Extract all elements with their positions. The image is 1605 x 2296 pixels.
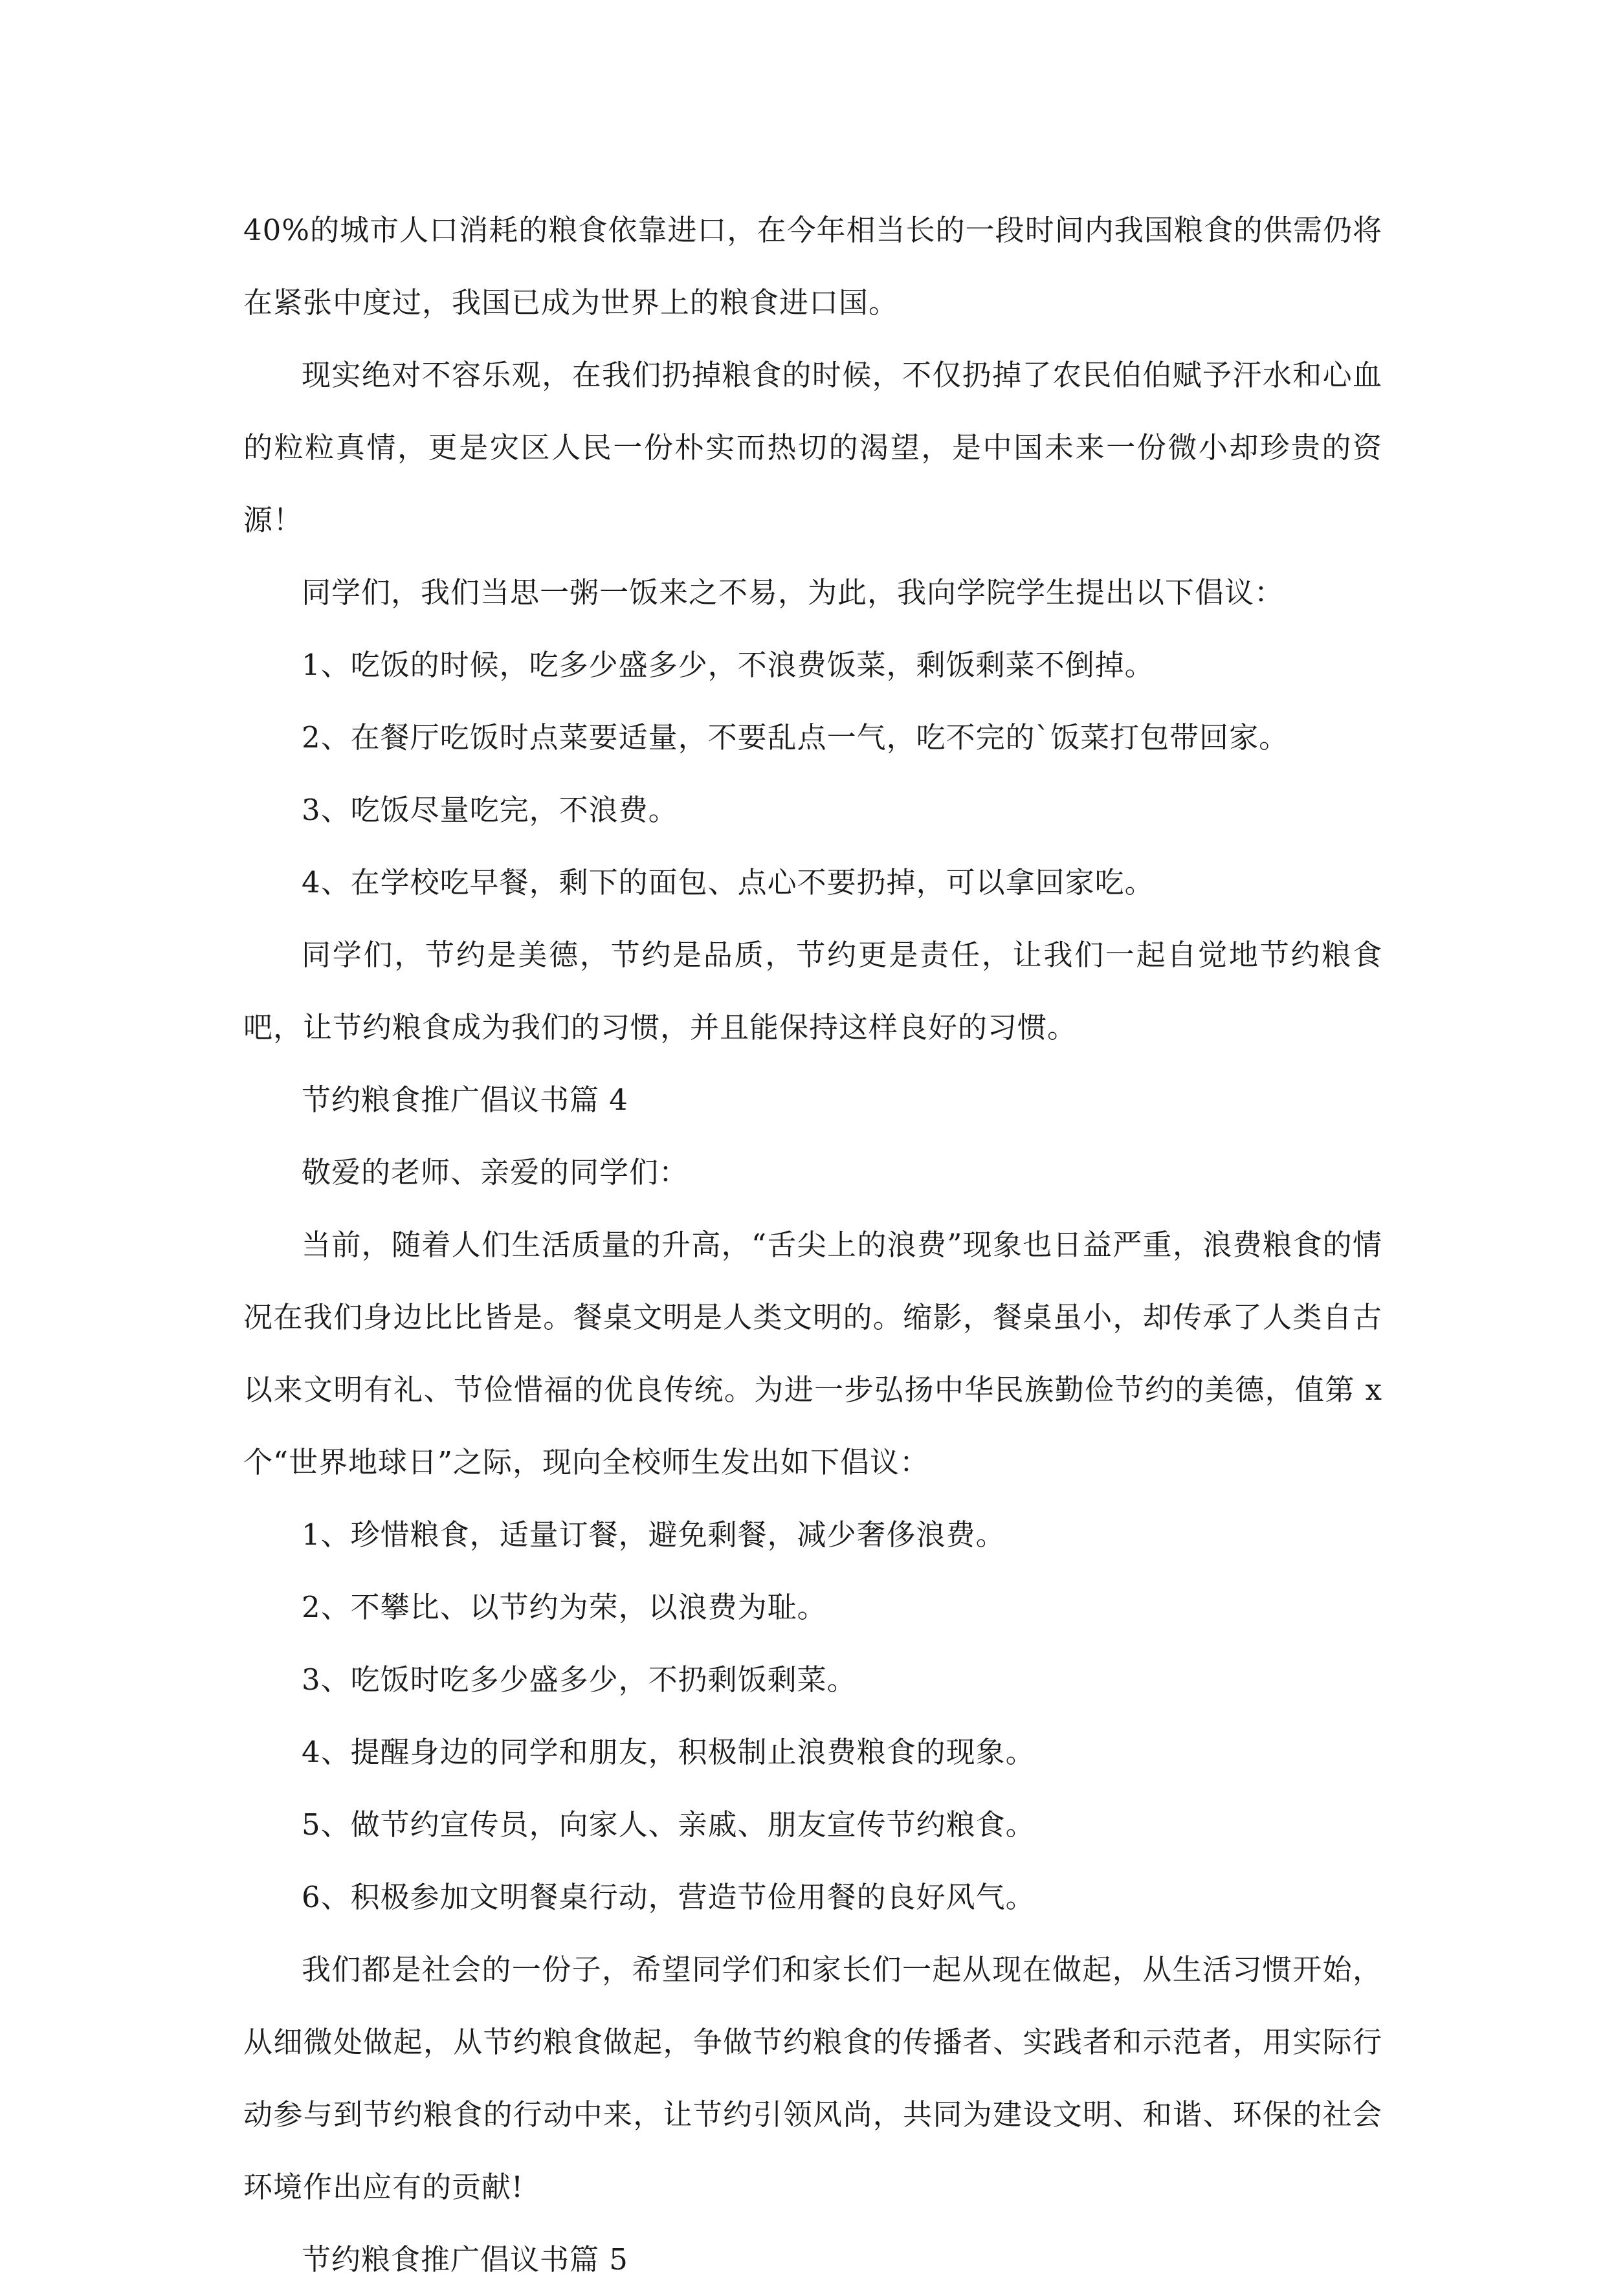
- document-body: [243, 194, 1382, 2296]
- list-item: 3、吃饭尽量吃完，不浪费。: [302, 793, 678, 827]
- list-item: 2、不攀比、以节约为荣，以浪费为耻。: [302, 1590, 827, 1624]
- list-item: 1、珍惜粮食，适量订餐，避免剩餐，减少奢侈浪费。: [302, 1518, 1006, 1552]
- list-item: 3、吃饭时吃多少盛多少，不扔剩饭剩菜。: [302, 1662, 857, 1697]
- list-item: 2、在餐厅吃饭时点菜要适量，不要乱点一气，吃不完的`饭菜打包带回家。: [302, 720, 1289, 755]
- list-item: 1、吃饭的时候，吃多少盛多少，不浪费饭菜，剩饭剩菜不倒掉。: [302, 648, 1155, 682]
- salutation: 敬爱的老师、亲爱的同学们：: [302, 1155, 689, 1189]
- paragraph-reality: 现实绝对不容乐观，在我们扔掉粮食的时候，不仅扔掉了农民伯伯赋予汗水和心血的粒粒真情，更是灾区人民一份朴实而热切的渴望，是中国未来一份微小却珍贵的资源！: [243, 358, 1382, 537]
- paragraph-body: 当前，随着人们生活质量的升高，“舌尖上的浪费”现象也日益严重，浪费粮食的情况在我们身边比比皆是。餐桌文明是人类文明的。缩影，餐桌虽小，却传承了人类自古以来文明有礼、节俭惜福的优良传统。为进一步弘扬中华民族勤俭节约的美德，值第 x 个“世界地球日”之际，现向全校师生发出如下倡议：: [243, 1228, 1382, 1479]
- list-item: 5、做节约宣传员，向家人、亲戚、朋友宣传节约粮食。: [302, 1807, 1035, 1842]
- list-item: 4、提醒身边的同学和朋友，积极制止浪费粮食的现象。: [302, 1735, 1035, 1769]
- list-item: 4、在学校吃早餐，剩下的面包、点心不要扔掉，可以拿回家吃。: [302, 865, 1155, 900]
- section-heading: 节约粮食推广倡议书篇 5: [302, 2242, 628, 2277]
- paragraph-proposal-intro: 同学们，我们当思一粥一饭来之不易，为此，我向学院学生提出以下倡议：: [302, 575, 1285, 610]
- paragraph-closing: 同学们，节约是美德，节约是品质，节约更是责任，让我们一起自觉地节约粮食吧，让节约粮食成为我们的习惯，并且能保持这样良好的习惯。: [243, 938, 1382, 1044]
- list-item: 6、积极参加文明餐桌行动，营造节俭用餐的良好风气。: [302, 1880, 1035, 1914]
- paragraph-call-to-action: 我们都是社会的一份子，希望同学们和家长们一起从现在做起，从生活习惯开始，从细微处做起，从节约粮食做起，争做节约粮食的传播者、实践者和示范者，用实际行动参与到节约粮食的行动中来，让节约引领风尚，共同为建设文明、和谐、环保的社会环境作出应有的贡献!: [243, 1952, 1382, 2204]
- paragraph-continuation: 40%的城市人口消耗的粮食依靠进口，在今年相当长的一段时间内我国粮食的供需仍将在紧张中度过，我国已成为世界上的粮食进口国。: [243, 213, 1382, 320]
- section-heading: 节约粮食推广倡议书篇 4: [302, 1083, 628, 1117]
